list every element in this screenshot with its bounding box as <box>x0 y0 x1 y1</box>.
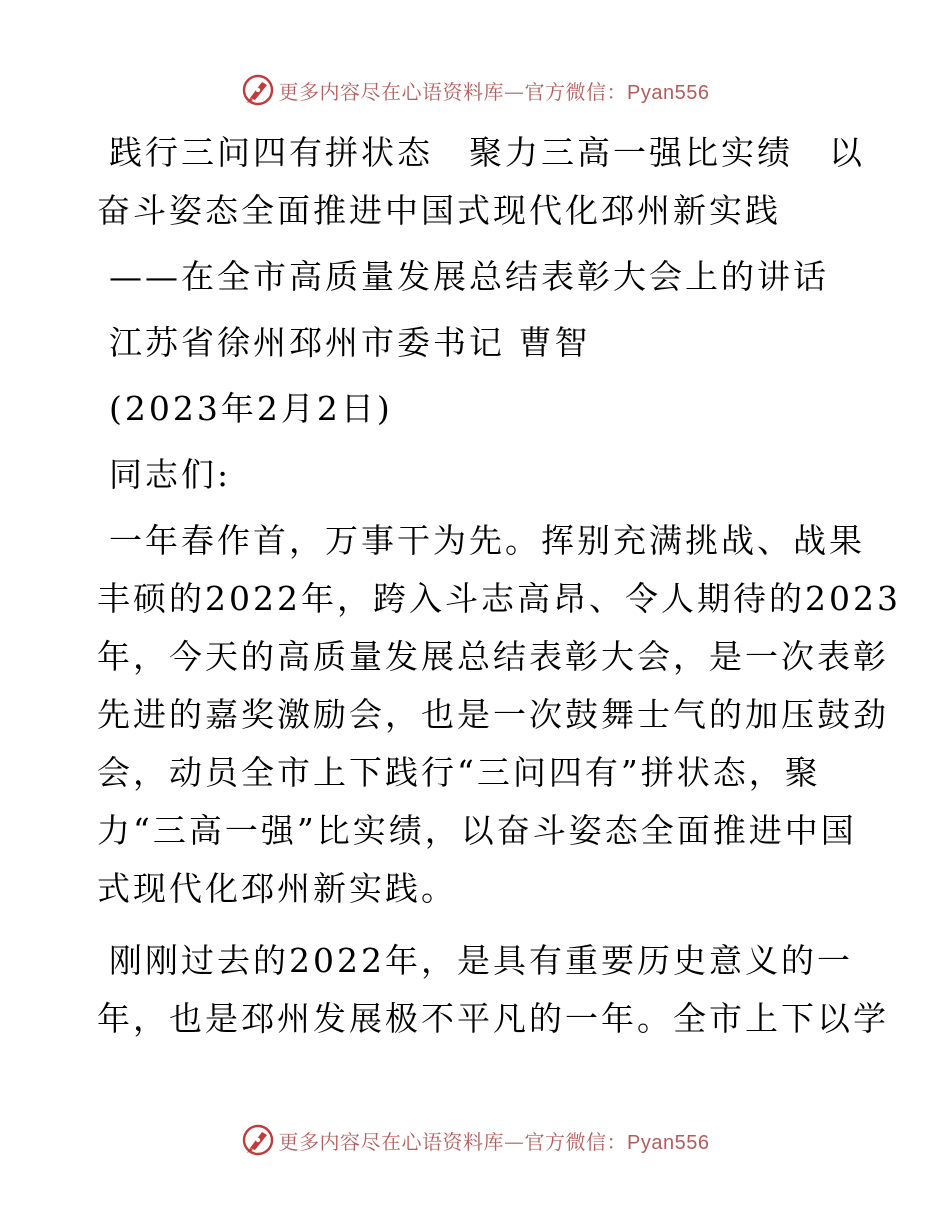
banner-official-label: 官方微信： <box>524 79 628 104</box>
banner-text <box>279 1126 710 1155</box>
banner-separator: — <box>504 1129 525 1154</box>
pen-nib-logo-icon <box>241 1123 275 1157</box>
paragraph-2 <box>97 932 889 1048</box>
salutation: 同志们: <box>109 455 232 494</box>
title-line-1: 践行三问四有拼状态 聚力三高一强比实绩 以 <box>109 133 865 172</box>
paragraph-1-line: 丰硕的2022年，跨入斗志高昂、令人期待的2023 <box>97 579 901 618</box>
paragraph-1-line: 一年春作首，万事干为先。挥别充满挑战、战果 <box>109 521 865 560</box>
paragraph-1 <box>97 512 901 918</box>
document-body <box>97 124 901 1048</box>
banner-inner <box>241 1123 710 1157</box>
banner-wechat-id: Pyan556 <box>627 81 710 104</box>
banner-wechat-id: Pyan556 <box>627 1131 710 1154</box>
paragraph-1-line: 年，今天的高质量发展总结表彰大会，是一次表彰 <box>97 637 889 676</box>
footer-banner <box>0 1120 950 1160</box>
spacer <box>97 306 857 314</box>
banner-official-label: 官方微信： <box>524 1129 628 1154</box>
header-banner <box>0 70 950 110</box>
pen-nib-logo-icon <box>241 73 275 107</box>
author-line: 江苏省徐州邳州市委书记 曹智 <box>109 323 591 362</box>
spacer <box>97 372 857 380</box>
banner-main-text: 更多内容尽在心语资料库 <box>278 1129 505 1154</box>
spacer <box>97 240 857 248</box>
subtitle: ——在全市高质量发展总结表彰大会上的讲话 <box>109 257 829 296</box>
spacer <box>97 918 857 932</box>
spacer <box>97 504 857 512</box>
banner-text <box>279 76 710 105</box>
banner-separator: — <box>504 79 525 104</box>
spacer <box>97 438 857 446</box>
title-line-2: 奋斗姿态全面推进中国式现代化邳州新实践 <box>97 191 781 230</box>
banner-main-text: 更多内容尽在心语资料库 <box>278 79 505 104</box>
paragraph-1-line: 先进的嘉奖激励会，也是一次鼓舞士气的加压鼓劲 <box>97 695 889 734</box>
date-line: (2023年2月2日) <box>109 389 393 428</box>
paragraph-1-line: 力“三高一强”比实绩，以奋斗姿态全面推进中国 <box>97 811 857 850</box>
paragraph-2-line: 年，也是邳州发展极不平凡的一年。全市上下以学 <box>97 999 889 1038</box>
paragraph-2-line: 刚刚过去的2022年，是具有重要历史意义的一 <box>109 941 853 980</box>
paragraph-1-line: 会，动员全市上下践行“三问四有”拼状态，聚 <box>97 753 821 792</box>
banner-inner <box>241 73 710 107</box>
paragraph-1-line: 式现代化邳州新实践。 <box>97 869 457 908</box>
